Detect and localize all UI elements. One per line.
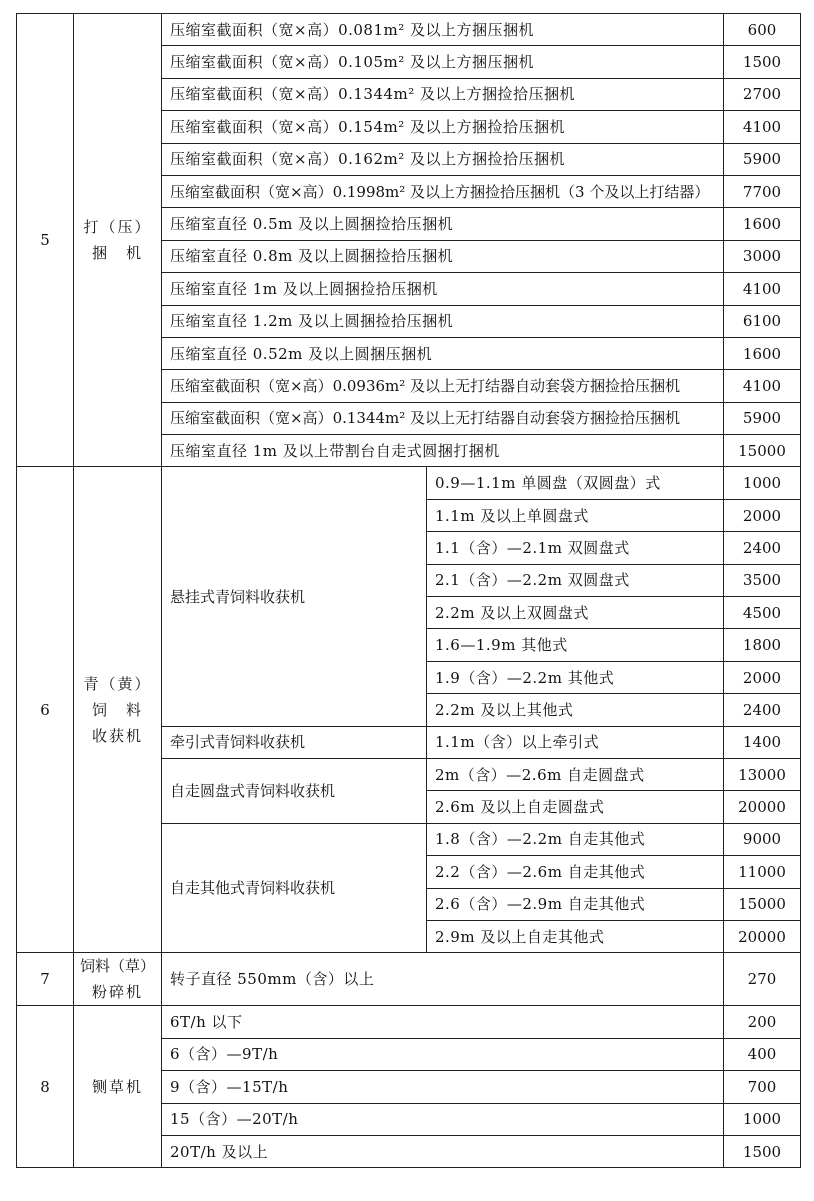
machine-name: [74, 1006, 162, 1168]
machine-name: [74, 953, 162, 1006]
amount-cell: 20000: [724, 920, 801, 952]
machine-name: [74, 14, 162, 467]
spec-cell: 压缩室截面积（宽×高）0.081m² 及以上方捆压捆机: [162, 14, 724, 46]
amount-cell: 1600: [724, 337, 801, 369]
spec-cell: 2.2（含）—2.6m 自走其他式: [427, 856, 724, 888]
amount-cell: 11000: [724, 856, 801, 888]
spec-cell: 压缩室直径 0.8m 及以上圆捆捡拾压捆机: [162, 240, 724, 272]
amount-cell: 15000: [724, 435, 801, 467]
table-body: [17, 14, 801, 1168]
amount-cell: 2700: [724, 78, 801, 110]
amount-cell: 5900: [724, 143, 801, 175]
amount-cell: 600: [724, 14, 801, 46]
amount-cell: 2000: [724, 661, 801, 693]
spec-cell: 2.2m 及以上双圆盘式: [427, 597, 724, 629]
machine-name-line: 收获机: [91, 726, 143, 745]
amount-cell: 1800: [724, 629, 801, 661]
amount-cell: 6100: [724, 305, 801, 337]
table-row: [17, 1006, 801, 1038]
subcategory-cell: 自走圆盘式青饲料收获机: [162, 758, 427, 823]
spec-cell: 2m（含）—2.6m 自走圆盘式: [427, 758, 724, 790]
amount-cell: 3500: [724, 564, 801, 596]
machine-name-line: 饲料（草）: [79, 957, 155, 976]
spec-cell: 2.1（含）—2.2m 双圆盘式: [427, 564, 724, 596]
machine-name-line: 捆 机: [91, 244, 143, 263]
spec-cell: 1.1m 及以上单圆盘式: [427, 499, 724, 531]
subcategory-cell: 自走其他式青饲料收获机: [162, 823, 427, 953]
amount-cell: 200: [724, 1006, 801, 1038]
spec-cell: 转子直径 550mm（含）以上: [162, 953, 724, 1006]
machine-name-line: 铡草机: [91, 1077, 143, 1096]
amount-cell: 4100: [724, 111, 801, 143]
amount-cell: 20000: [724, 791, 801, 823]
table-row: [17, 467, 801, 499]
amount-cell: 400: [724, 1038, 801, 1070]
subcategory-cell: 牵引式青饲料收获机: [162, 726, 427, 758]
spec-cell: 压缩室截面积（宽×高）0.0936m² 及以上无打结器自动套袋方捆捡拾压捆机: [162, 370, 724, 402]
amount-cell: 4500: [724, 597, 801, 629]
spec-cell: 压缩室直径 1m 及以上圆捆捡拾压捆机: [162, 273, 724, 305]
amount-cell: 7700: [724, 175, 801, 207]
item-number: 6: [17, 467, 74, 953]
amount-cell: 700: [724, 1071, 801, 1103]
machine-name-line: 粉碎机: [91, 983, 143, 1002]
subsidy-table: [16, 13, 801, 1168]
spec-cell: 1.6—1.9m 其他式: [427, 629, 724, 661]
amount-cell: 2000: [724, 499, 801, 531]
table-row: [17, 14, 801, 46]
amount-cell: 1600: [724, 208, 801, 240]
spec-cell: 压缩室截面积（宽×高）0.105m² 及以上方捆压捆机: [162, 46, 724, 78]
amount-cell: 15000: [724, 888, 801, 920]
spec-cell: 0.9—1.1m 单圆盘（双圆盘）式: [427, 467, 724, 499]
amount-cell: 1400: [724, 726, 801, 758]
spec-cell: 1.8（含）—2.2m 自走其他式: [427, 823, 724, 855]
amount-cell: 3000: [724, 240, 801, 272]
spec-cell: 20T/h 及以上: [162, 1135, 724, 1167]
spec-cell: 1.1（含）—2.1m 双圆盘式: [427, 532, 724, 564]
spec-cell: 2.6m 及以上自走圆盘式: [427, 791, 724, 823]
spec-cell: 1.9（含）—2.2m 其他式: [427, 661, 724, 693]
spec-cell: 9（含）—15T/h: [162, 1071, 724, 1103]
amount-cell: 5900: [724, 402, 801, 434]
machine-name: [74, 467, 162, 953]
table-row: [17, 953, 801, 1006]
amount-cell: 1500: [724, 1135, 801, 1167]
amount-cell: 13000: [724, 758, 801, 790]
spec-cell: 压缩室截面积（宽×高）0.154m² 及以上方捆捡拾压捆机: [162, 111, 724, 143]
spec-cell: 压缩室直径 0.52m 及以上圆捆压捆机: [162, 337, 724, 369]
spec-cell: 压缩室截面积（宽×高）0.1344m² 及以上无打结器自动套袋方捆捡拾压捆机: [162, 402, 724, 434]
spec-cell: 6（含）—9T/h: [162, 1038, 724, 1070]
amount-cell: 270: [724, 953, 801, 1006]
amount-cell: 1000: [724, 1103, 801, 1135]
machine-name-line: 打（压）: [83, 218, 152, 237]
spec-cell: 压缩室直径 1m 及以上带割台自走式圆捆打捆机: [162, 435, 724, 467]
machine-name-line: 青（黄）: [83, 674, 152, 693]
amount-cell: 2400: [724, 694, 801, 726]
amount-cell: 2400: [724, 532, 801, 564]
spec-cell: 15（含）—20T/h: [162, 1103, 724, 1135]
amount-cell: 1000: [724, 467, 801, 499]
spec-cell: 压缩室截面积（宽×高）0.1344m² 及以上方捆捡拾压捆机: [162, 78, 724, 110]
item-number: 5: [17, 14, 74, 467]
spec-cell: 压缩室截面积（宽×高）0.1998m² 及以上方捆捡拾压捆机（3 个及以上打结器）: [162, 175, 724, 207]
amount-cell: 4100: [724, 370, 801, 402]
item-number: 8: [17, 1006, 74, 1168]
subcategory-cell: 悬挂式青饲料收获机: [162, 467, 427, 726]
machine-name-line: 饲 料: [91, 700, 143, 719]
spec-cell: 压缩室截面积（宽×高）0.162m² 及以上方捆捡拾压捆机: [162, 143, 724, 175]
spec-cell: 压缩室直径 0.5m 及以上圆捆捡拾压捆机: [162, 208, 724, 240]
spec-cell: 2.9m 及以上自走其他式: [427, 920, 724, 952]
spec-cell: 6T/h 以下: [162, 1006, 724, 1038]
spec-cell: 1.1m（含）以上牵引式: [427, 726, 724, 758]
amount-cell: 1500: [724, 46, 801, 78]
amount-cell: 9000: [724, 823, 801, 855]
spec-cell: 2.6（含）—2.9m 自走其他式: [427, 888, 724, 920]
amount-cell: 4100: [724, 273, 801, 305]
item-number: 7: [17, 953, 74, 1006]
spec-cell: 2.2m 及以上其他式: [427, 694, 724, 726]
spec-cell: 压缩室直径 1.2m 及以上圆捆捡拾压捆机: [162, 305, 724, 337]
